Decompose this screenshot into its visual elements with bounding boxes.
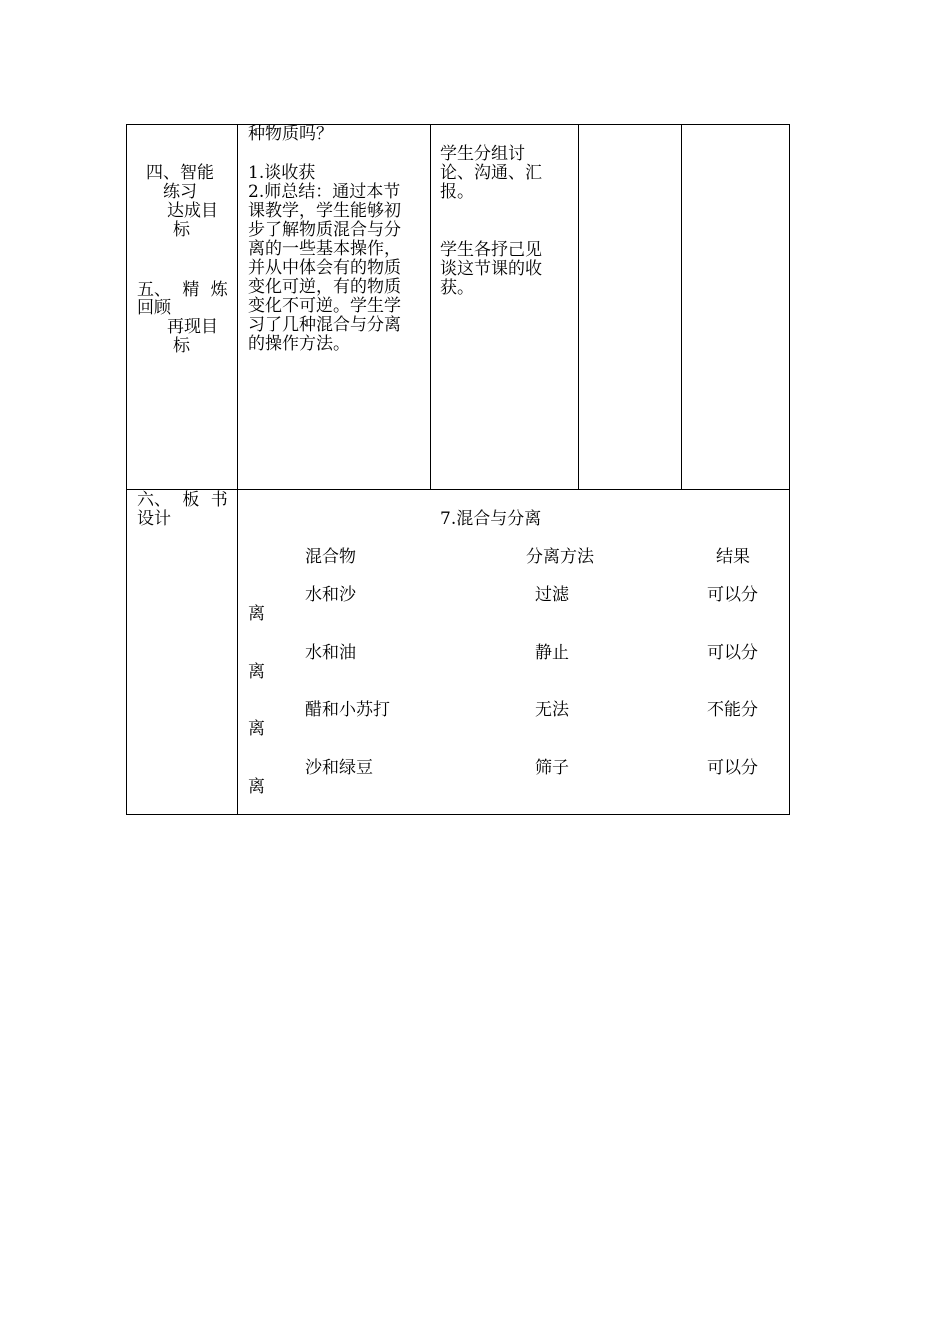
content-line: 步了解物质混合与分 bbox=[248, 220, 401, 240]
content-line: 2.师总结：通过本节 bbox=[248, 182, 401, 202]
board-title: 7.混合与分离 bbox=[440, 509, 542, 529]
content-line: 1.谈收获 bbox=[248, 163, 316, 183]
method-cell: 筛子 bbox=[535, 758, 569, 778]
student-line: 学生分组讨 bbox=[440, 144, 525, 164]
mixture-cell: 醋和小苏打 bbox=[305, 700, 390, 720]
mixture-cell: 沙和绿豆 bbox=[305, 758, 373, 778]
mixture-cell: 水和沙 bbox=[305, 585, 356, 605]
column-divider-4 bbox=[681, 124, 682, 490]
table-border-left bbox=[126, 124, 127, 815]
header-mixture: 混合物 bbox=[305, 547, 356, 567]
result-cell: 不能分 bbox=[707, 700, 758, 720]
section5-line2: 回顾 bbox=[137, 298, 171, 318]
column-divider-1 bbox=[237, 124, 238, 815]
result-cell: 可以分 bbox=[707, 643, 758, 663]
student-line: 谈这节课的收 bbox=[440, 259, 542, 279]
content-line: 的操作方法。 bbox=[248, 334, 350, 354]
result-wrap: 离 bbox=[248, 719, 265, 739]
content-top-line: 种物质吗？ bbox=[248, 124, 333, 144]
section5-line4: 标 bbox=[173, 336, 190, 356]
result-wrap: 离 bbox=[248, 662, 265, 682]
method-cell: 无法 bbox=[535, 700, 569, 720]
student-activity-2 bbox=[440, 241, 542, 298]
mixture-cell: 水和油 bbox=[305, 643, 356, 663]
result-wrap: 离 bbox=[248, 604, 265, 624]
section6-line2: 设计 bbox=[137, 509, 171, 529]
header-result: 结果 bbox=[716, 547, 750, 567]
section4-line4: 标 bbox=[173, 220, 190, 240]
content-line: 课教学，学生能够初 bbox=[248, 201, 401, 221]
result-cell: 可以分 bbox=[707, 585, 758, 605]
table-border-bottom bbox=[126, 814, 790, 815]
student-line: 报。 bbox=[440, 182, 474, 202]
content-line: 变化不可逆。学生学 bbox=[248, 296, 401, 316]
method-cell: 过滤 bbox=[535, 585, 569, 605]
result-wrap: 离 bbox=[248, 777, 265, 797]
student-activity-1 bbox=[440, 145, 542, 202]
student-line: 学生各抒己见 bbox=[440, 240, 542, 260]
table-border-top bbox=[126, 124, 790, 125]
method-cell: 静止 bbox=[535, 643, 569, 663]
section6-line1: 六、 板 书 bbox=[137, 490, 228, 510]
content-line: 习了几种混合与分离 bbox=[248, 315, 401, 335]
content-line: 离的一些基本操作， bbox=[248, 239, 401, 259]
content-line: 变化可逆，有的物质 bbox=[248, 277, 401, 297]
student-line: 论、沟通、汇 bbox=[440, 163, 542, 183]
table-border-right bbox=[789, 124, 790, 815]
section5-line1: 五、 精 炼 bbox=[137, 280, 228, 300]
header-method: 分离方法 bbox=[526, 547, 594, 567]
content-paragraph bbox=[248, 164, 401, 354]
section5-line3: 再现目 bbox=[167, 317, 218, 337]
column-divider-3 bbox=[578, 124, 579, 490]
column-divider-2 bbox=[430, 124, 431, 490]
result-cell: 可以分 bbox=[707, 758, 758, 778]
student-line: 获。 bbox=[440, 278, 474, 298]
section4-line3: 达成目 bbox=[167, 201, 218, 221]
section4-line2: 练习 bbox=[163, 182, 197, 202]
content-line: 并从中体会有的物质 bbox=[248, 258, 401, 278]
section4-line1: 四、智能 bbox=[146, 163, 214, 183]
